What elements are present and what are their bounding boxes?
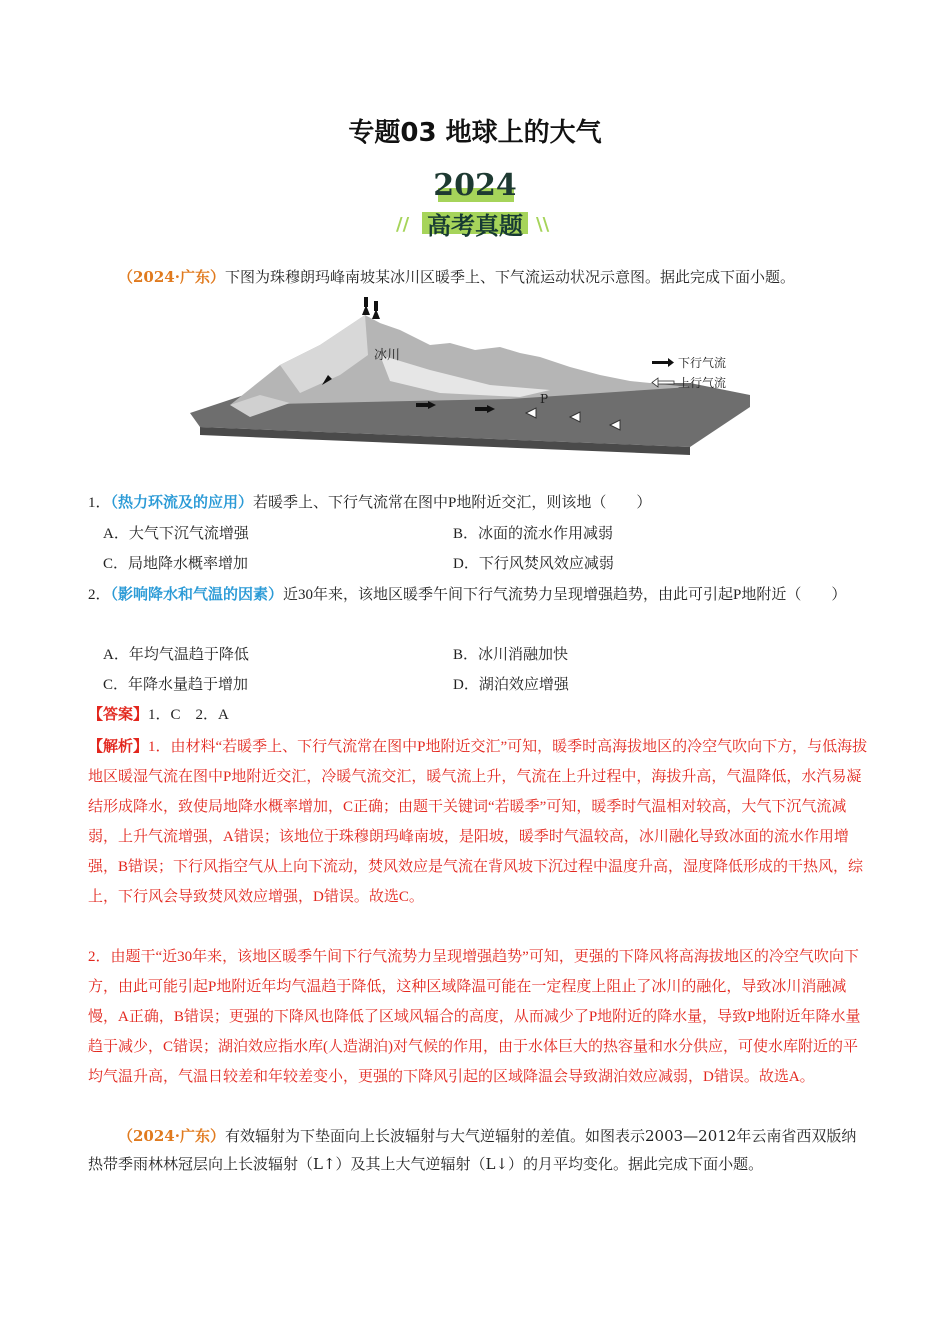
glacier-diagram bbox=[190, 295, 760, 455]
option-text: 大气下沉气流增强 bbox=[128, 526, 249, 542]
q1-option-d[interactable] bbox=[453, 549, 614, 579]
option-text: 年均气温趋于降低 bbox=[128, 647, 249, 663]
question-1 bbox=[88, 488, 868, 518]
q1-option-c[interactable] bbox=[103, 549, 248, 579]
banner-year: 2024 bbox=[433, 168, 517, 203]
glacier-label: 冰川 bbox=[374, 348, 401, 363]
intro-text: 下图为珠穆朗玛峰南坡某冰川区暖季上、下气流运动状况示意图。据此完成下面小题。 bbox=[224, 268, 795, 286]
banner-slash-right: \\ bbox=[536, 214, 550, 235]
banner-slash-left: // bbox=[396, 214, 410, 235]
q2-option-b[interactable] bbox=[453, 640, 568, 670]
question-2 bbox=[88, 580, 868, 610]
option-key: D． bbox=[453, 677, 479, 693]
question-intro-2 bbox=[88, 1122, 868, 1178]
option-text: 冰川消融加快 bbox=[478, 647, 569, 663]
legend-down-label: 下行气流 bbox=[678, 356, 727, 370]
analysis-paragraph-1 bbox=[88, 732, 868, 912]
banner-label: 高考真题 bbox=[427, 212, 523, 240]
option-key: C． bbox=[103, 677, 129, 693]
answer-text: 1．C 2．A bbox=[148, 707, 229, 723]
analysis-text-1: 1．由材料“若暖季上、下行气流常在图中P地附近交汇”可知，暖季时高海拔地区的冷空气吹向下方，与低海拔地区暖湿气流在图中P地附近交汇，冷暖气流交汇，暖气流上升，气流在上升过程中，海拔升高，气温降低，水汽易凝结形成降水，致使局地降水概率增加，C正确；由题干关键词“若暖季”可知，暖季时气温相对较高，大气下沉气流减弱，上升气流增强，A错误；该地位于珠穆朗玛峰南坡，是阳坡，暖季时气温较高，冰川融化导致冰面的流水作用增强，B错误；下行风指空气从上向下流动，焚风效应是气流在背风坡下沉过程中温度升高，湿度降低形成的干热风，综上，下行风会导致焚风效应增强，D错误。故选C。 bbox=[88, 739, 868, 905]
option-key: A． bbox=[103, 526, 129, 542]
analysis-tag: 【解析】 bbox=[88, 739, 149, 755]
analysis-paragraph-2 bbox=[88, 942, 868, 1092]
option-key: C． bbox=[103, 556, 129, 572]
year-banner bbox=[380, 168, 570, 250]
option-key: A． bbox=[103, 647, 129, 663]
question-number: 2． bbox=[88, 587, 111, 603]
page-title: 专题03 地球上的大气 bbox=[348, 118, 602, 148]
answer-tag: 【答案】 bbox=[88, 707, 149, 723]
option-text: 下行风焚风效应减弱 bbox=[478, 556, 614, 572]
answer-line bbox=[88, 700, 868, 730]
source-tag: （2024·广东） bbox=[118, 268, 225, 286]
question-number: 1． bbox=[88, 495, 111, 511]
option-key: B． bbox=[453, 647, 479, 663]
option-text: 年降水量趋于增加 bbox=[128, 677, 249, 693]
option-text: 湖泊效应增强 bbox=[478, 677, 569, 693]
analysis-text-2: 2．由题干“近30年来，该地区暖季午间下行气流势力呈现增强趋势”可知，更强的下降风将高海拔地区的冷空气吹向下方，由此可能引起P地附近年均气温趋于降低，这种区域降温可能在一定程度上阻止了冰川的融化，导致冰川消融减慢，A正确，B错误；更强的下降风也降低了区域风辐合的高度，从而减少了P地附近的降水量，导致P地附近年降水量趋于减少，C错误；湖泊效应指水库(人造湖泊)对气候的作用，由于水体巨大的热容量和水分供应，可使水库附近的平均气温升高，气温日较差和年较差变小，更强的下降风引起的区域降温会导致湖泊效应减弱，D错误。故选A。 bbox=[88, 949, 861, 1085]
option-key: B． bbox=[453, 526, 479, 542]
option-text: 冰面的流水作用减弱 bbox=[478, 526, 614, 542]
point-p-label: P bbox=[540, 392, 549, 406]
topic-tag: （影响降水和气温的因素） bbox=[110, 587, 284, 603]
q2-option-a[interactable] bbox=[103, 640, 249, 670]
topic-tag: （热力环流及的应用） bbox=[110, 495, 254, 511]
intro-text: 有效辐射为下垫面向上长波辐射与大气逆辐射的差值。如图表示2003—2012年云南省西双版纳热带季雨林林冠层向上长波辐射（L↑）及其上大气逆辐射（L↓）的月平均变化。据此完成下面小题。 bbox=[88, 1127, 857, 1173]
source-tag: （2024·广东） bbox=[118, 1127, 225, 1145]
question-stem: 若暖季上、下行气流常在图中P地附近交汇，则该地（ ） bbox=[253, 495, 652, 511]
question-stem: 近30年来，该地区暖季午间下行气流势力呈现增强趋势，由此可引起P地附近（ ） bbox=[283, 587, 847, 603]
q2-option-c[interactable] bbox=[103, 670, 248, 700]
q2-option-d[interactable] bbox=[453, 670, 569, 700]
option-key: D． bbox=[453, 556, 479, 572]
option-text: 局地降水概率增加 bbox=[128, 556, 249, 572]
q1-option-b[interactable] bbox=[453, 519, 613, 549]
q1-option-a[interactable] bbox=[103, 519, 249, 549]
question-intro-1 bbox=[88, 262, 868, 292]
legend-up-label: 上行气流 bbox=[678, 376, 727, 390]
